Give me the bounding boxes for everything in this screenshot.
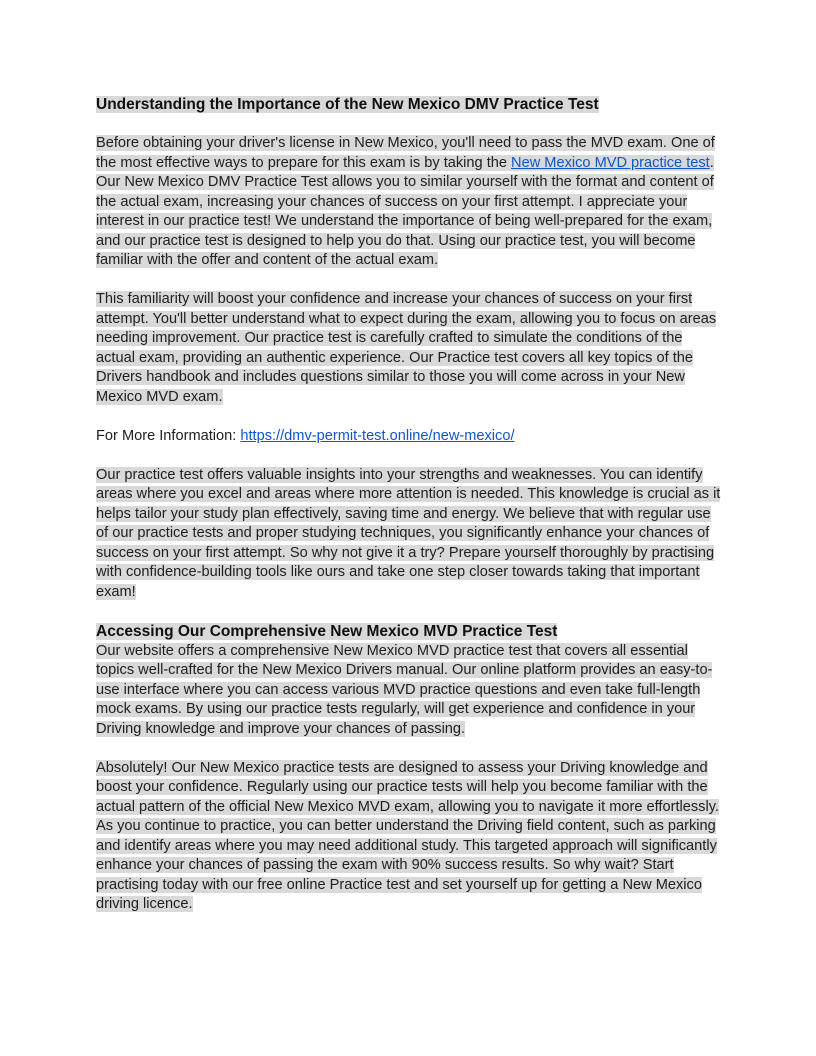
paragraph-insights [96,466,722,603]
practice-test-link[interactable]: New Mexico MVD practice test [511,154,710,171]
paragraph-website [96,642,722,740]
heading-importance [96,94,722,116]
more-info-label: For More Information: [96,427,241,444]
more-info-link[interactable]: https://dmv-permit-test.online/new-mexico/ [240,427,515,444]
heading-importance-text: Understanding the Importance of the New Mexico DMV Practice Test [96,96,599,113]
paragraph-intro-start: Before obtaining your driver's license in New Mexico, you'll need to pass the MVD exam. One of the most effective ways to prepare for this exam is by taking the [96,135,715,171]
paragraph-absolutely [96,759,722,915]
paragraph-familiarity [96,290,722,407]
paragraph-familiarity-text: This familiarity will boost your confidence and increase your chances of success on your first attempt. You'll better understand what to expect during the exam, allowing you to focus on areas needing improvement. Our practice test is carefully crafted to simulate the conditions of the actual exam, providing an authentic experience. Our Practice test covers all key topics of the Drivers handbook and includes questions similar to those you will come across in your New Mexico MVD exam. [96,291,717,405]
paragraph-intro [96,134,722,271]
heading-accessing [96,622,722,642]
paragraph-insights-text: Our practice test offers valuable insights into your strengths and weaknesses. You can identify areas where you excel and areas where more attention is needed. This knowledge is crucial as it helps tailor your study plan effectively, saving time and energy. We believe that with regular use of our practice tests and proper studying techniques, you significantly enhance your chances of success on your first attempt. So why not give it a try? Prepare yourself thoroughly by practising with confidence-building tools like ours and take one step closer towards taking that important exam! [96,466,721,600]
paragraph-intro-text [96,135,715,268]
paragraph-website-text: Our website offers a comprehensive New Mexico MVD practice test that covers all essential topics well-crafted for the New Mexico Drivers manual. Our online platform provides an easy-to-use interface where you can access various MVD practice questions and even take full-length mock exams. By using our practice tests regularly, will get experience and confidence in your Driving knowledge and improve your chances of passing. [96,642,713,737]
paragraph-absolutely-text: Absolutely! Our New Mexico practice tests are designed to assess your Driving knowledge and boost your confidence. Regularly using our practice tests will help you become familiar with the actual pattern of the official New Mexico MVD exam, allowing you to navigate it more effortlessly. As you continue to practice, you can better understand the Driving field content, such as parking and identify areas where you may need additional study. This targeted approach will significantly enhance your chances of passing the exam with 90% success results. So why wait? Start practising today with our free online Practice test and set yourself up for getting a New Mexico driving licence. [96,759,719,912]
paragraph-intro-end: . Our New Mexico DMV Practice Test allows you to similar yourself with the format and content of the actual exam, increasing your chances of success on your first attempt. I appreciate your interest in our practice test! We understand the importance of being well-prepared for the exam, and our practice test is designed to help you do that. Using our practice test, you will become familiar with the offer and content of the actual exam. [96,154,714,268]
heading-accessing-text: Accessing Our Comprehensive New Mexico MVD Practice Test [96,622,558,640]
document-page [96,94,722,934]
paragraph-more-info [96,427,722,447]
